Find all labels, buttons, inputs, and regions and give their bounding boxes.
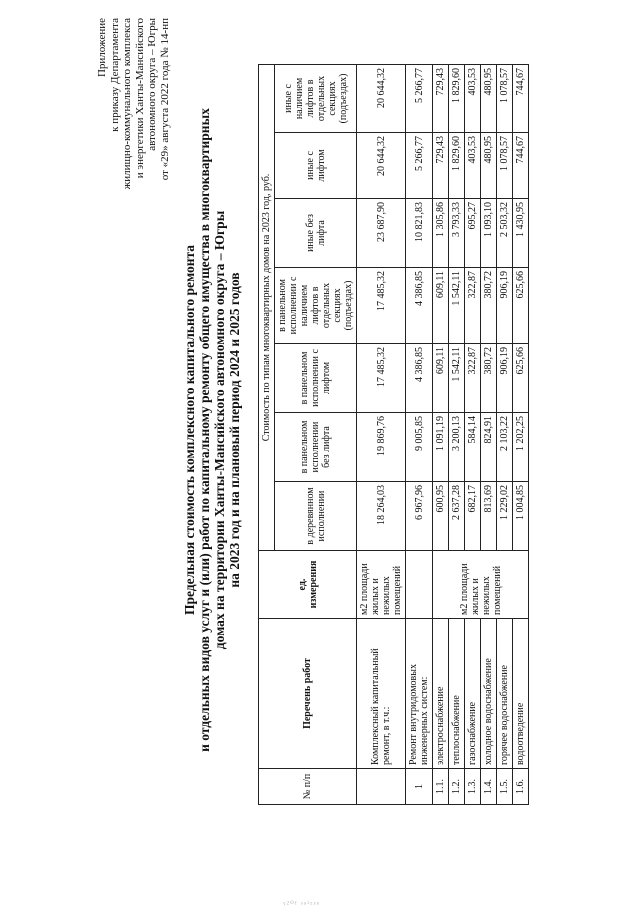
title-line: Предельная стоимость комплексного капитального ремонта	[182, 244, 197, 616]
cell-value: 609,11	[433, 268, 449, 344]
cell-value: 2 503,32	[497, 199, 513, 268]
header-col-other-no-lift: иные без лифта	[275, 199, 357, 268]
cell-value: 23 687,90	[357, 199, 406, 268]
cell-value: 744,67	[513, 133, 529, 199]
cell-value: 729,43	[433, 133, 449, 199]
cell-value: 19 869,76	[357, 413, 406, 482]
cell-value: 1 078,57	[497, 133, 513, 199]
cell-value: 1 093,10	[481, 199, 497, 268]
cell-value: 1 829,60	[449, 133, 465, 199]
cell-value: 20 644,32	[357, 133, 406, 199]
cell-value: 906,19	[497, 344, 513, 413]
approval-line: от «29» августа 2022 года № 14-нп	[158, 18, 171, 181]
cell-value: 480,95	[481, 64, 497, 132]
approval-line: Приложение	[96, 18, 108, 78]
cell-value: 403,53	[465, 64, 481, 132]
cell-value: 4 386,85	[406, 268, 433, 344]
cell-value: 1 091,19	[433, 413, 449, 482]
row-num: 1.2.	[449, 769, 465, 805]
header-col-panel-lift: в панельном исполнении с лифтом	[275, 344, 357, 413]
cell-value: 5 266,77	[406, 133, 433, 199]
table-row	[465, 64, 481, 804]
title-line: и отдельных видов услуг и (или) работ по капитальному ремонту общего имущества в многоквартирных	[197, 108, 212, 752]
table-row	[406, 64, 433, 804]
cell-value: 4 386,85	[406, 344, 433, 413]
cell-value: 17 485,32	[357, 268, 406, 344]
table-row	[497, 64, 513, 804]
cell-value: 906,19	[497, 268, 513, 344]
row-num	[357, 769, 406, 805]
cell-value: 609,11	[433, 344, 449, 413]
document-title	[182, 65, 242, 795]
header-col-wooden: в деревянном исполнении	[275, 482, 357, 551]
cell-value: 824,91	[481, 413, 497, 482]
cell-value: 380,72	[481, 268, 497, 344]
cell-value: 1 078,57	[497, 64, 513, 132]
header-unit: ед. измерения	[259, 551, 357, 619]
cell-value: 10 821,83	[406, 199, 433, 268]
row-num: 1.4.	[481, 769, 497, 805]
cell-value: 480,95	[481, 133, 497, 199]
cell-value: 1 829,60	[449, 64, 465, 132]
title-line: на 2023 год и на плановый период 2024 и 2025 годов	[227, 272, 242, 588]
header-work-list: Перечень работ	[259, 619, 357, 769]
row-name: горячее водоснабжение	[497, 619, 513, 769]
approval-line: жилищно-коммунального комплекса	[121, 18, 133, 190]
cell-value: 17 485,32	[357, 344, 406, 413]
cell-value: 584,14	[465, 413, 481, 482]
cell-value: 3 200,13	[449, 413, 465, 482]
row-name: газоснабжение	[465, 619, 481, 769]
row-name: теплоснабжение	[449, 619, 465, 769]
row-name: водоотведение	[513, 619, 529, 769]
cell-value: 2 103,22	[497, 413, 513, 482]
cell-value: 1 202,25	[513, 413, 529, 482]
cell-value: 380,72	[481, 344, 497, 413]
cell-value: 322,87	[465, 268, 481, 344]
header-col-other-lift: иные с лифтом	[275, 133, 357, 199]
cell-value: 322,87	[465, 344, 481, 413]
cell-value: 3 793,33	[449, 199, 465, 268]
cell-value: 600,95	[433, 482, 449, 551]
approval-block	[96, 18, 171, 248]
row-unit	[406, 551, 433, 619]
table-row	[357, 64, 406, 804]
cell-value: 682,17	[465, 482, 481, 551]
cell-value: 5 266,77	[406, 64, 433, 132]
cell-value: 1 542,11	[449, 344, 465, 413]
cell-value: 1 542,11	[449, 268, 465, 344]
cell-value: 1 004,85	[513, 482, 529, 551]
approval-line: и энергетики Ханты-Мансийского	[133, 18, 146, 179]
header-cost-group: Стоимость по типам многоквартирных домов на 2023 год, руб.	[259, 64, 275, 550]
cell-value: 625,66	[513, 344, 529, 413]
cell-value: 2 637,28	[449, 482, 465, 551]
header-col-other-partial-lift: иные с наличием лифтов в отдельных секциях (подъездах)	[275, 64, 357, 132]
header-col-panel-partial-lift: в панельном исполнении с наличием лифтов в отдельных секциях (подъездах)	[275, 268, 357, 344]
cost-table	[258, 64, 529, 805]
row-num: 1.5.	[497, 769, 513, 805]
cell-value: 1 430,95	[513, 199, 529, 268]
cell-value: 1 229,02	[497, 482, 513, 551]
cell-value: 625,66	[513, 268, 529, 344]
approval-line: автономного округа – Югры	[146, 18, 158, 151]
table-row	[449, 64, 465, 804]
table-row	[481, 64, 497, 804]
cell-value: 9 005,85	[406, 413, 433, 482]
row-name: электроснабжение	[433, 619, 449, 769]
row-num: 1.3.	[465, 769, 481, 805]
cell-value: 729,43	[433, 64, 449, 132]
approval-line: к приказу Департамента	[108, 18, 121, 132]
cell-value: 744,67	[513, 64, 529, 132]
cell-value: 18 264,03	[357, 482, 406, 551]
header-col-panel-no-lift: в панельном исполнении без лифта	[275, 413, 357, 482]
cell-value: 813,69	[481, 482, 497, 551]
cell-value: 695,27	[465, 199, 481, 268]
cell-value: 6 967,96	[406, 482, 433, 551]
row-num: 1.6.	[513, 769, 529, 805]
scan-artifact-text: ᵞ²⁰ᶠ ˢᵃⁱᶻᶻᵉ	[283, 899, 321, 909]
header-num: № п/п	[259, 769, 357, 805]
row-unit: м2 площади жилых и нежилых помещений	[357, 551, 406, 619]
table-row	[513, 64, 529, 804]
cell-value: 403,53	[465, 133, 481, 199]
cell-value: 20 644,32	[357, 64, 406, 132]
row-unit: м2 площади жилых и нежилых помещений	[433, 551, 529, 619]
table-row	[433, 64, 449, 804]
row-num: 1.1.	[433, 769, 449, 805]
title-line: домах на территории Ханты-Мансийского автономного округа – Югры	[212, 210, 227, 650]
row-name: Ремонт внутридомовых инженерных систем:	[406, 619, 433, 769]
row-name: Комплексный капитальный ремонт, в т.ч.:	[357, 619, 406, 769]
row-num: 1	[406, 769, 433, 805]
row-name: холодное водоснабжение	[481, 619, 497, 769]
cell-value: 1 305,86	[433, 199, 449, 268]
